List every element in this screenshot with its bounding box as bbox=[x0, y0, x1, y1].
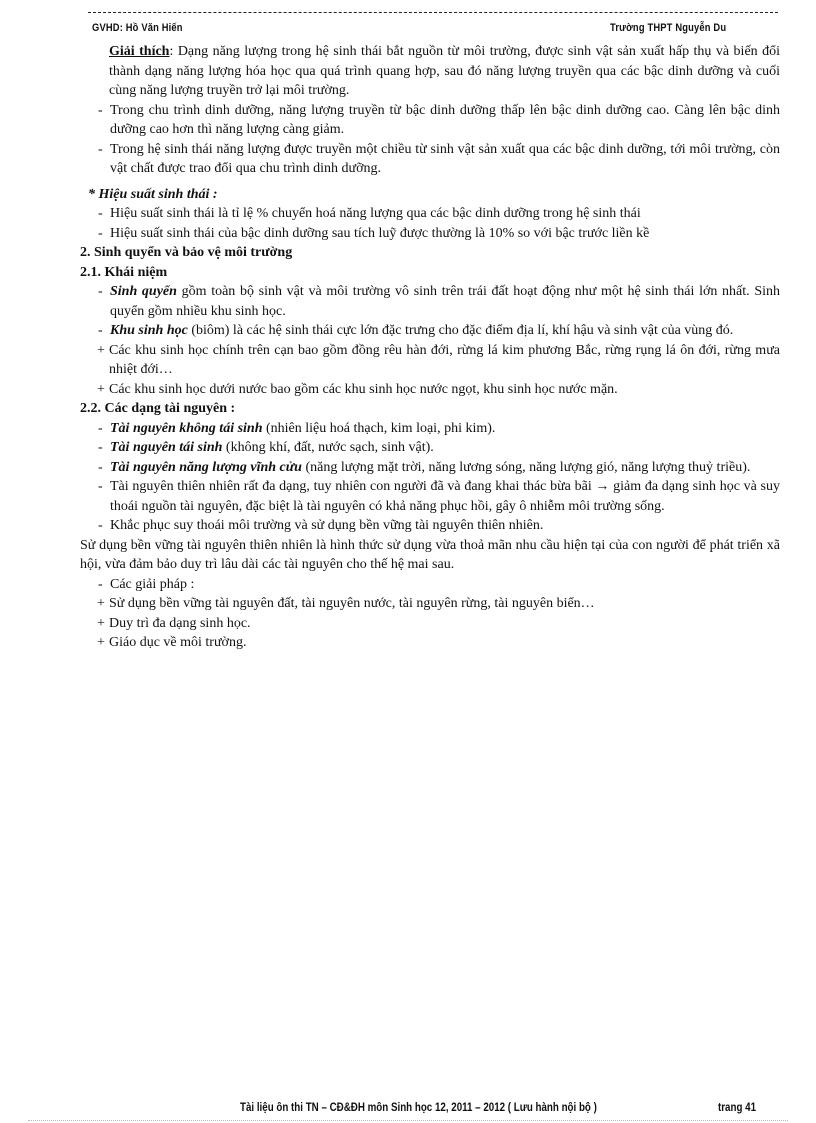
document-body bbox=[80, 42, 780, 653]
list-item: + Duy trì đa dạng sinh học. bbox=[97, 615, 251, 631]
term-sinh-quyen: Sinh quyển bbox=[110, 284, 177, 299]
footer-divider bbox=[28, 1120, 788, 1121]
sustainable-definition: Sử dụng bền vững tài nguyên thiên nhiên là hình thức sử dụng vừa thoả mãn nhu cầu hiện tại của con người để phát triển xã hội, vừa đảm bảo duy trì lâu dài các tài nguyên cho thế hệ mai sau. bbox=[80, 537, 780, 572]
list-item: + Sử dụng bền vững tài nguyên đất, tài nguyên nước, tài nguyên rừng, tài nguyên biển… bbox=[97, 596, 595, 611]
solutions-label: - Các giải pháp : bbox=[98, 576, 195, 592]
list-item: - Trong hệ sinh thái năng lượng được truyền một chiều từ sinh vật sản xuất qua các bậc dinh dưỡng, tới môi trường, còn vật chất được trao đổi qua chu trình dinh dưỡng. bbox=[98, 141, 780, 176]
list-item: - Tài nguyên không tái sinh (nhiên liệu hoá thạch, kim loại, phi kim). bbox=[98, 420, 496, 436]
efficiency-heading: * Hiệu suất sinh thái : bbox=[88, 186, 218, 202]
section-2-1-heading: 2.1. Khái niệm bbox=[80, 264, 168, 280]
list-item: - Sinh quyển gồm toàn bộ sinh vật và môi trường vô sinh trên trái đất hoạt động như một hệ sinh thái lớn nhất. Sinh quyển gồm nhiều khu sinh học. bbox=[98, 284, 781, 319]
term-khu-sinh-hoc: Khu sinh học bbox=[110, 323, 188, 338]
explanation-paragraph bbox=[80, 42, 780, 101]
list-item: - Tài nguyên năng lượng vĩnh cửu (năng lượng mặt trời, năng lương sóng, năng lượng gió, năng lượng thuỷ triều). bbox=[98, 459, 751, 475]
list-item: - Hiệu suất sinh thái là tỉ lệ % chuyển hoá năng lượng qua các bậc dinh dưỡng trong hệ sinh thái bbox=[98, 206, 641, 221]
page-number: trang 41 bbox=[718, 1102, 757, 1114]
footer-title: Tài liệu ôn thi TN – CĐ&ĐH môn Sinh học 12, 2011 – 2012 ( Lưu hành nội bộ ) bbox=[240, 1102, 597, 1114]
list-item: + Giáo dục về môi trường. bbox=[97, 635, 247, 650]
list-item: - Khắc phục suy thoái môi trường và sử dụng bền vững tài nguyên thiên nhiên. bbox=[98, 518, 544, 533]
list-item: - Tài nguyên thiên nhiên rất đa dạng, tuy nhiên con người đã và đang khai thác bừa bãi → giảm đa dạng sinh học và suy thoái nguồn tài nguyên, đặc biệt là tài nguyên có khả năng phục hồi, gây ô nhiễm môi trường sống. bbox=[98, 479, 780, 514]
explanation-text: : Dạng năng lượng trong hệ sinh thái bắt nguồn từ môi trường, được sinh vật sản xuất hấp thụ và biến đổi thành dạng năng lượng hóa học qua quá trình quang hợp, sau đó năng lượng truyền qua các bậc dinh dưỡng và cuối cùng năng lượng truyền trở lại môi trường. bbox=[109, 44, 780, 98]
header-divider bbox=[88, 12, 778, 13]
section-2-2-heading: 2.2. Các dạng tài nguyên : bbox=[80, 401, 236, 416]
explanation-label: Giải thích bbox=[109, 44, 170, 59]
list-item: - Tài nguyên tái sinh (không khí, đất, nước sạch, sinh vật). bbox=[98, 440, 434, 455]
header-school: Trường THPT Nguyễn Du bbox=[610, 22, 727, 34]
header-teacher: GVHD: Hồ Văn Hiến bbox=[92, 22, 183, 34]
list-item: - Khu sinh học (biôm) là các hệ sinh thái cực lớn đặc trưng cho đặc điểm địa lí, khí hậu và sinh vật của vùng đó. bbox=[98, 323, 734, 338]
section-2-heading: 2. Sinh quyển và bảo vệ môi trường bbox=[80, 245, 293, 260]
list-item: - Trong chu trình dinh dưỡng, năng lượng truyền từ bậc dinh dưỡng thấp lên bậc dinh dưỡng cao. Càng lên bậc dinh dưỡng cao hơn thì năng lượng càng giảm. bbox=[98, 102, 780, 137]
list-item: + Các khu sinh học chính trên cạn bao gồm đồng rêu hàn đới, rừng lá kim phương Bắc, rừng rụng lá ôn đới, rừng mưa nhiệt đới… bbox=[97, 342, 780, 377]
list-item: - Hiệu suất sinh thái của bậc dinh dưỡng sau tích luỹ được thường là 10% so với bậc trước liền kề bbox=[98, 225, 650, 241]
list-item: + Các khu sinh học dưới nước bao gồm các khu sinh học nước ngọt, khu sinh học nước mặn. bbox=[97, 381, 618, 397]
